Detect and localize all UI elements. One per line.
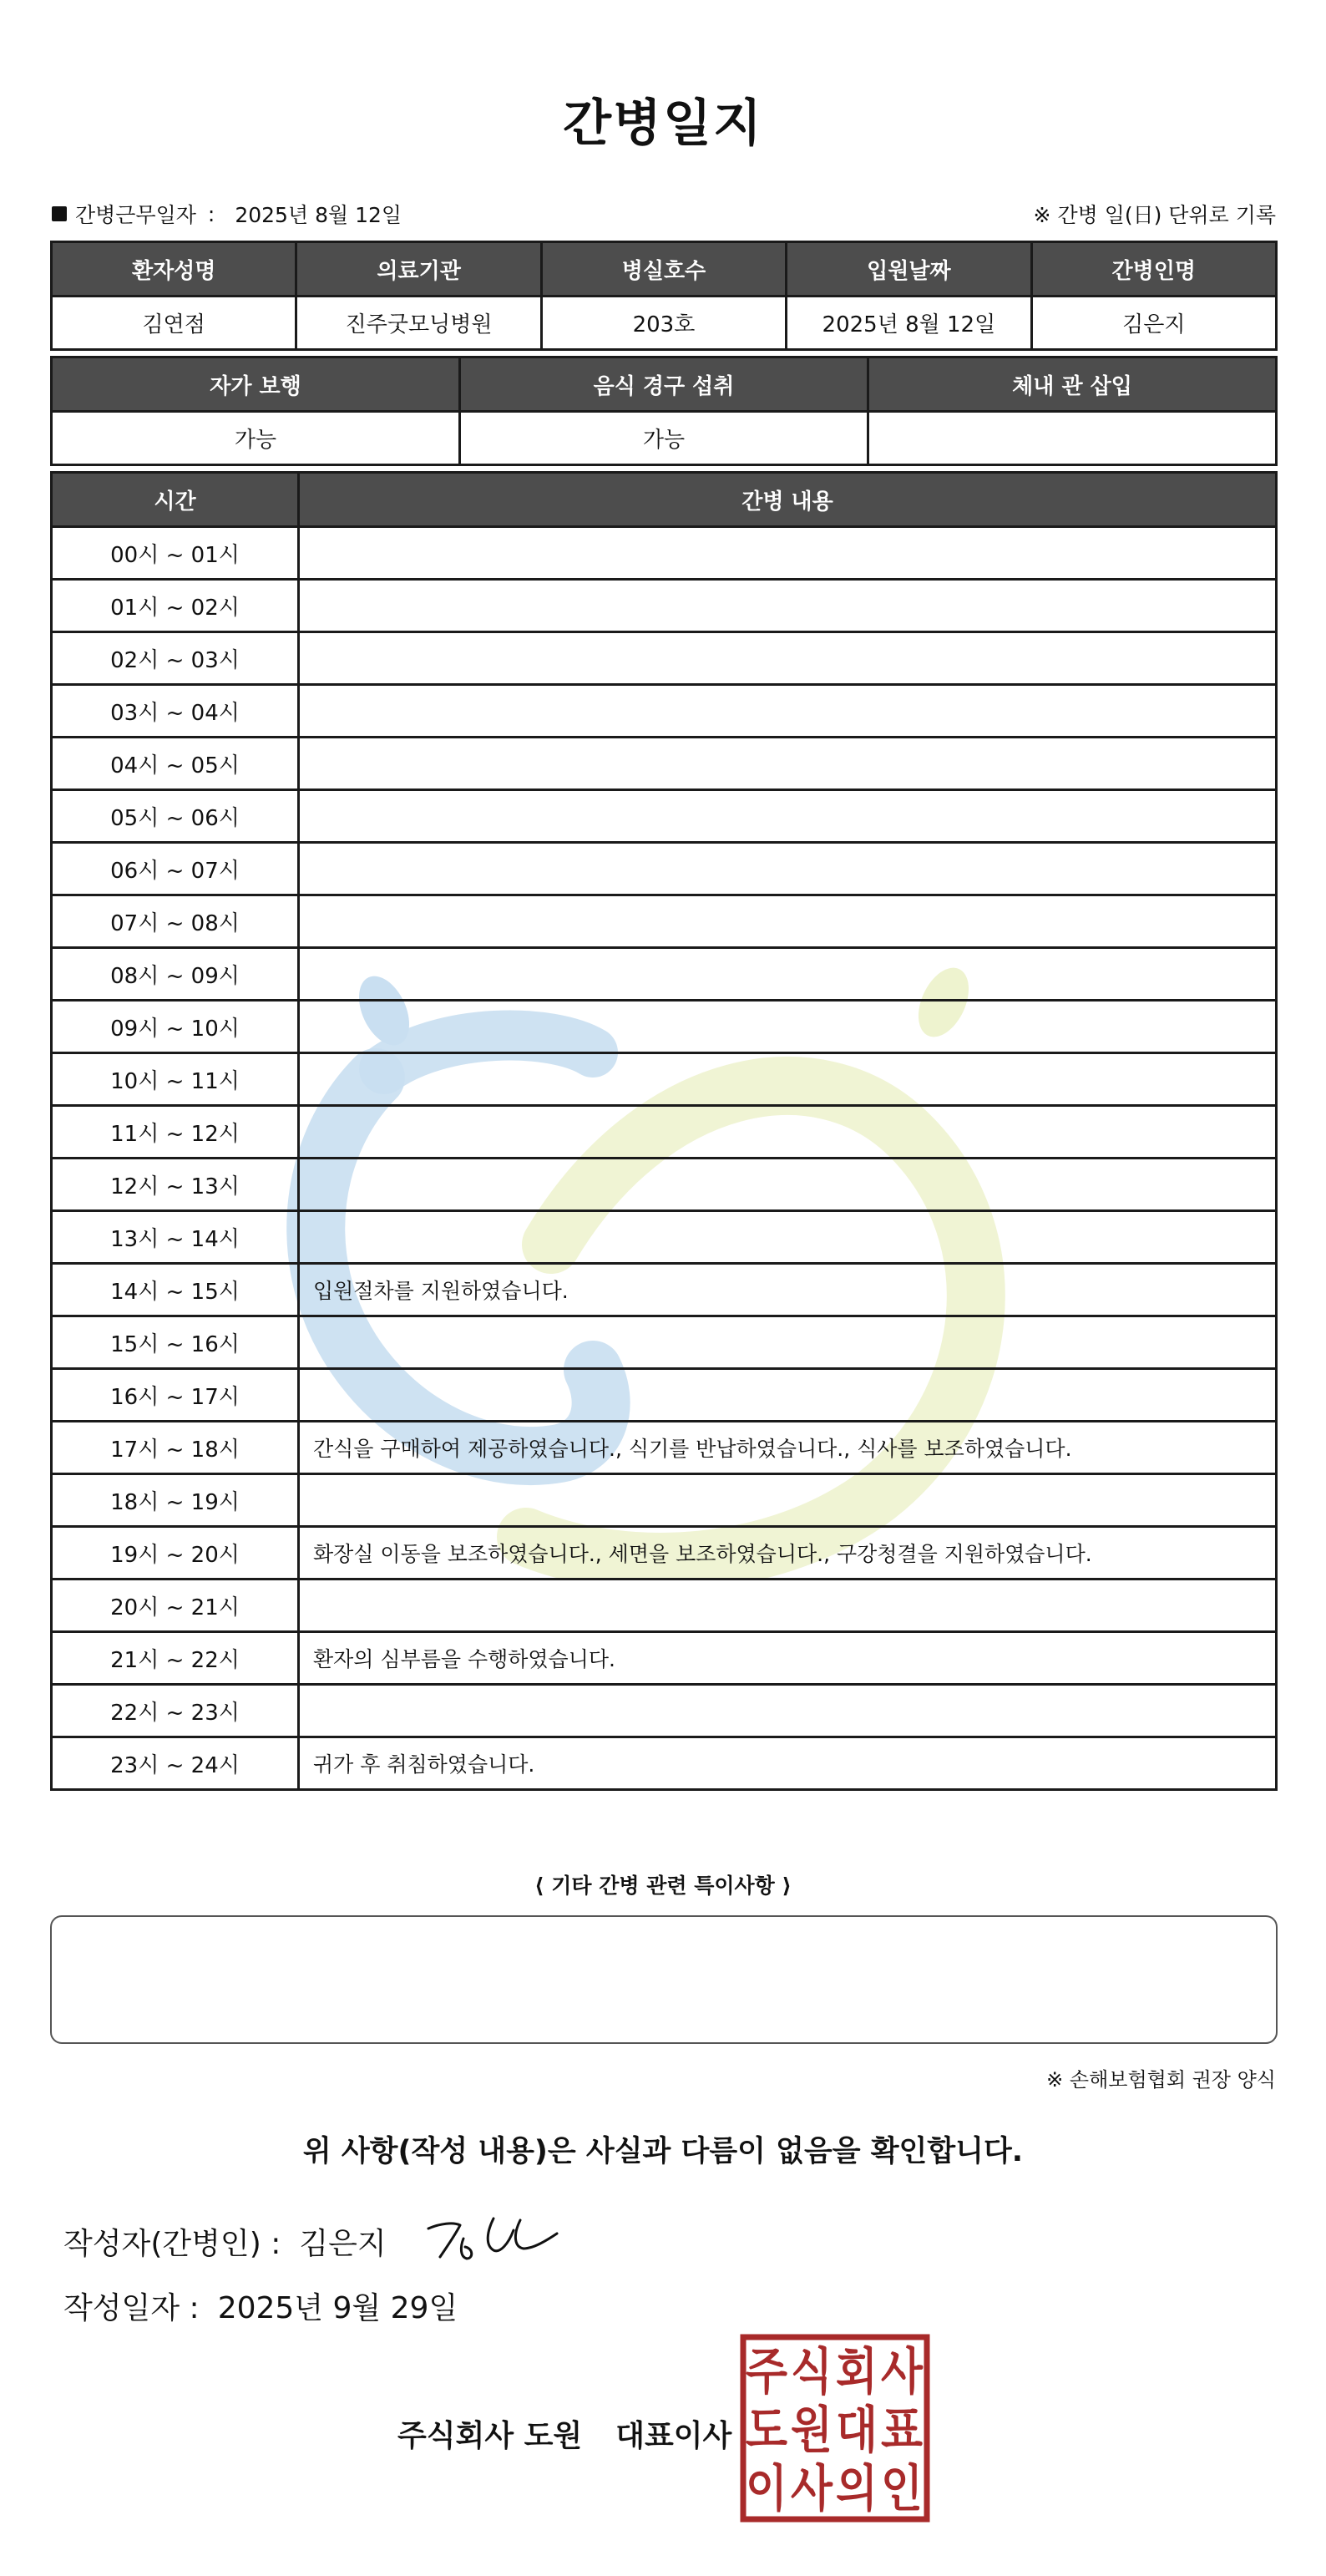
seal-character: 회: [836, 2343, 878, 2401]
table-row: [52, 1737, 1277, 1790]
work-date-value: 2025년 8월 12일: [235, 203, 402, 227]
table-row: [52, 412, 1277, 465]
seal-character: 사: [791, 2460, 833, 2518]
seal-character: 대: [836, 2401, 878, 2460]
table-header-row: [52, 473, 1277, 527]
writer-name: 김은지: [299, 2227, 387, 2261]
table-row: [52, 1264, 1277, 1316]
care-content: [299, 632, 1277, 685]
header-caregiver-name: 간병인명: [1031, 242, 1276, 297]
time-slot: 04시 ~ 05시: [52, 738, 299, 790]
care-content: [299, 1685, 1277, 1737]
table-row: [52, 1369, 1277, 1422]
header-self-walking: 자가 보행: [52, 357, 460, 412]
patient-info-table: [50, 241, 1278, 351]
table-row: [52, 1159, 1277, 1211]
header-room: 병실호수: [541, 242, 786, 297]
writer-label: 작성자(간병인) :: [63, 2227, 281, 2261]
care-content: 간식을 구매하여 제공하였습니다., 식기를 반납하였습니다., 식사를 보조하였습니다.: [299, 1422, 1277, 1474]
hospital-name: 진주굿모닝병원: [296, 297, 541, 350]
time-slot: 13시 ~ 14시: [52, 1211, 299, 1264]
care-content: 화장실 이동을 보조하였습니다., 세면을 보조하였습니다., 구강청결을 지원하였습니다.: [299, 1527, 1277, 1580]
patient-status-table: [50, 356, 1278, 466]
table-row: [52, 843, 1277, 895]
time-slot: 15시 ~ 16시: [52, 1316, 299, 1369]
care-content: [299, 1106, 1277, 1159]
time-slot: 17시 ~ 18시: [52, 1422, 299, 1474]
care-content: [299, 1316, 1277, 1369]
header-patient-name: 환자성명: [52, 242, 296, 297]
room-number: 203호: [541, 297, 786, 350]
care-content: [299, 1001, 1277, 1053]
written-date-label: 작성일자 :: [63, 2291, 200, 2325]
time-slot: 11시 ~ 12시: [52, 1106, 299, 1159]
table-row: [52, 685, 1277, 738]
table-row: [52, 1053, 1277, 1106]
time-slot: 19시 ~ 20시: [52, 1527, 299, 1580]
time-slot: 23시 ~ 24시: [52, 1737, 299, 1790]
square-bullet-icon: [52, 206, 67, 221]
care-content: [299, 1369, 1277, 1422]
seal-character: 표: [881, 2401, 924, 2460]
table-header-row: [52, 242, 1277, 297]
caregiver-name: 김은지: [1031, 297, 1276, 350]
special-notes-heading: ⟨ 기타 간병 관련 특이사항 ⟩: [534, 1874, 792, 1898]
care-content: 귀가 후 취침하였습니다.: [299, 1737, 1277, 1790]
handwritten-signature: [422, 2210, 572, 2274]
seal-character: 도: [746, 2401, 788, 2460]
time-slot: 05시 ~ 06시: [52, 790, 299, 843]
care-content: [299, 1159, 1277, 1211]
time-slot: 06시 ~ 07시: [52, 843, 299, 895]
table-row: [52, 1001, 1277, 1053]
header-care-content: 간병 내용: [299, 473, 1277, 527]
admission-date: 2025년 8월 12일: [787, 297, 1031, 350]
seal-character: 주: [746, 2343, 788, 2401]
table-row: [52, 1316, 1277, 1369]
time-slot: 03시 ~ 04시: [52, 685, 299, 738]
care-content: [299, 895, 1277, 948]
care-content: [299, 843, 1277, 895]
time-slot: 20시 ~ 21시: [52, 1580, 299, 1632]
special-notes-box: [50, 1915, 1278, 2044]
patient-name: 김연점: [52, 297, 296, 350]
care-content: [299, 527, 1277, 580]
care-content: [299, 1474, 1277, 1527]
time-slot: 18시 ~ 19시: [52, 1474, 299, 1527]
form-recommendation-note: ※ 손해보험협회 권장 양식: [1046, 2068, 1276, 2092]
care-content: [299, 685, 1277, 738]
table-row: [52, 738, 1277, 790]
table-row: [52, 790, 1277, 843]
care-content: 환자의 심부름을 수행하였습니다.: [299, 1632, 1277, 1685]
time-slot: 01시 ~ 02시: [52, 580, 299, 632]
time-slot: 16시 ~ 17시: [52, 1369, 299, 1422]
work-date-separator: :: [207, 201, 215, 226]
care-content: 입원절차를 지원하였습니다.: [299, 1264, 1277, 1316]
time-slot: 14시 ~ 15시: [52, 1264, 299, 1316]
table-row: [52, 948, 1277, 1001]
oral-intake-value: 가능: [460, 412, 868, 465]
care-content: [299, 738, 1277, 790]
company-line: [397, 2412, 731, 2455]
time-slot: 21시 ~ 22시: [52, 1632, 299, 1685]
seal-character: 인: [881, 2460, 923, 2518]
tube-insertion-value: [868, 412, 1277, 465]
care-content: [299, 948, 1277, 1001]
table-row: [52, 1474, 1277, 1527]
table-row: [52, 1422, 1277, 1474]
table-row: [52, 1632, 1277, 1685]
time-slot: 22시 ~ 23시: [52, 1685, 299, 1737]
company-seal-stamp: [740, 2334, 930, 2523]
seal-character: 원: [791, 2401, 833, 2460]
time-slot: 09시 ~ 10시: [52, 1001, 299, 1053]
seal-character: 식: [791, 2343, 833, 2401]
table-row: [52, 1685, 1277, 1737]
header-admission-date: 입원날짜: [787, 242, 1031, 297]
time-slot: 08시 ~ 09시: [52, 948, 299, 1001]
care-log-rows: [52, 527, 1277, 1790]
table-row: [52, 580, 1277, 632]
care-log-table: [50, 471, 1278, 1791]
header-time: 시간: [52, 473, 299, 527]
table-row: [52, 527, 1277, 580]
time-slot: 00시 ~ 01시: [52, 527, 299, 580]
table-row: [52, 1527, 1277, 1580]
table-row: [52, 895, 1277, 948]
header-oral-intake: 음식 경구 섭취: [460, 357, 868, 412]
table-row: [52, 1106, 1277, 1159]
company-name: 주식회사 도원: [397, 2419, 583, 2453]
seal-character: 사: [881, 2343, 924, 2401]
written-date-value: 2025년 9월 29일: [217, 2291, 458, 2325]
care-content: [299, 580, 1277, 632]
confirmation-statement: 위 사항(작성 내용)은 사실과 다름이 없음을 확인합니다.: [302, 2135, 1024, 2168]
time-slot: 02시 ~ 03시: [52, 632, 299, 685]
header-hospital: 의료기관: [296, 242, 541, 297]
representative-title: 대표이사: [615, 2419, 732, 2453]
work-date-label: 간병근무일자: [75, 203, 196, 227]
care-content: [299, 1211, 1277, 1264]
seal-character: 이: [746, 2460, 787, 2518]
care-content: [299, 1053, 1277, 1106]
time-slot: 12시 ~ 13시: [52, 1159, 299, 1211]
written-date-line: [63, 2284, 458, 2327]
header-tube-insertion: 체내 관 삽입: [868, 357, 1277, 412]
time-slot: 07시 ~ 08시: [52, 895, 299, 948]
care-content: [299, 1580, 1277, 1632]
work-date-line: [52, 199, 402, 229]
document-title: 간병일지: [563, 94, 763, 153]
unit-note: ※ 간병 일(日) 단위로 기록: [1033, 203, 1276, 227]
table-row: [52, 632, 1277, 685]
time-slot: 10시 ~ 11시: [52, 1053, 299, 1106]
table-row: [52, 1211, 1277, 1264]
care-content: [299, 790, 1277, 843]
table-header-row: [52, 357, 1277, 412]
table-row: [52, 1580, 1277, 1632]
writer-line: [63, 2220, 387, 2263]
table-row: [52, 297, 1277, 350]
self-walking-value: 가능: [52, 412, 460, 465]
seal-character: 의: [836, 2460, 878, 2518]
